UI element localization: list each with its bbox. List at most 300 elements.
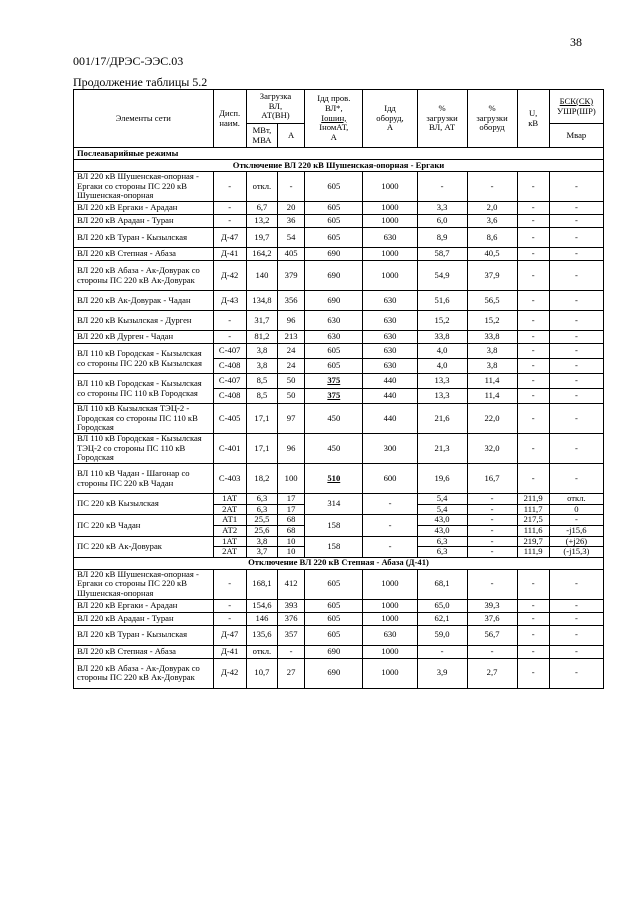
voltage: - [517,389,549,404]
element-name: ВЛ 110 кВ Городская - Кызылская со стороны ПС 110 кВ Городская [74,374,214,404]
percent-equipment: 3,8 [467,359,517,374]
load-mw: 6,3 [246,504,277,515]
disp-name: С-408 [213,359,246,374]
load-a: 54 [278,228,305,248]
table-row [74,404,604,434]
disp-name: 2АТ [213,547,246,558]
reactive: - [549,311,603,331]
percent-equipment: 56,7 [467,625,517,645]
reactive: 0 [549,504,603,515]
percent-line: 13,3 [417,389,467,404]
voltage: - [517,464,549,494]
idd-equipment: 1000 [363,248,417,261]
idd-value: 375 [305,389,363,404]
percent-line: - [417,172,467,202]
percent-equipment: - [467,569,517,599]
percent-equipment: 2,0 [467,202,517,215]
percent-equipment: 56,5 [467,291,517,311]
load-a: 10 [278,547,305,558]
voltage: - [517,228,549,248]
voltage: 111,9 [517,547,549,558]
table-caption: Продолжение таблицы 5.2 [73,75,208,89]
header-disp: Дисп. наим. [213,90,246,148]
table-row [74,625,604,645]
element-name: ВЛ 220 кВ Ак-Довурак - Чадан [74,291,214,311]
idd-equipment: 440 [363,404,417,434]
load-mw: 17,1 [246,404,277,434]
load-a: 100 [278,464,305,494]
percent-equipment: 8,6 [467,228,517,248]
disp-name: С-401 [213,434,246,464]
idd-value: 690 [305,645,363,658]
disp-name: - [213,215,246,228]
load-mw: 3,8 [246,359,277,374]
load-a: 20 [278,202,305,215]
table-row [74,261,604,291]
percent-line: 21,3 [417,434,467,464]
voltage: 111,6 [517,525,549,536]
reactive: - [549,515,603,526]
percent-line: 54,9 [417,261,467,291]
header-mvar: Мвар [549,124,603,148]
percent-equipment: 33,8 [467,331,517,344]
load-a: 17 [278,494,305,505]
section-postavar: Послеаварийные режимы [74,148,604,160]
percent-line: 68,1 [417,569,467,599]
idd-value: 158 [305,536,363,557]
element-name: ВЛ 220 кВ Шушенская-опорная - Ергаки со стороны ПС 220 кВ Шушенская-опорная [74,569,214,599]
table-row [74,344,604,359]
load-mw: 6,3 [246,494,277,505]
idd-value: 690 [305,658,363,688]
header-mw: МВт, МВА [246,124,277,148]
idd-equipment: 630 [363,228,417,248]
voltage: - [517,291,549,311]
percent-equipment: 32,0 [467,434,517,464]
percent-line: 5,4 [417,494,467,505]
disp-name: 1АТ [213,494,246,505]
percent-line: 13,3 [417,374,467,389]
percent-line: 6,3 [417,536,467,547]
load-a: 376 [278,612,305,625]
table-row [74,569,604,599]
voltage: - [517,311,549,331]
disp-name: - [213,569,246,599]
table-row [74,645,604,658]
disp-name: АТ2 [213,525,246,536]
disp-name: С-407 [213,344,246,359]
substation-name: ПС 220 кВ Ак-Довурак [74,536,214,557]
idd-equipment: 630 [363,344,417,359]
idd-equipment: 600 [363,464,417,494]
idd-value: 510 [305,464,363,494]
load-a: 17 [278,504,305,515]
load-a: - [278,645,305,658]
percent-equipment: 3,8 [467,344,517,359]
idd-equipment: 1000 [363,261,417,291]
element-name: ВЛ 110 кВ Городская - Кызылская ТЭЦ-2 со стороны ПС 110 кВ Городская [74,434,214,464]
reactive: - [549,215,603,228]
page-number: 38 [570,35,582,49]
percent-equipment: - [467,494,517,505]
voltage: - [517,625,549,645]
disp-name: С-405 [213,404,246,434]
voltage: - [517,261,549,291]
idd-equipment: 1000 [363,202,417,215]
idd-value: 605 [305,359,363,374]
table-row [74,248,604,261]
table-row [74,291,604,311]
idd-equipment: - [363,536,417,557]
reactive: (-j15,3) [549,547,603,558]
load-mw: 3,8 [246,344,277,359]
table-row [74,331,604,344]
voltage: - [517,215,549,228]
element-name: ВЛ 220 кВ Ергаки - Арадан [74,599,214,612]
element-name: ВЛ 220 кВ Степная - Абаза [74,248,214,261]
percent-equipment: 16,7 [467,464,517,494]
idd-equipment: 630 [363,331,417,344]
reactive: - [549,645,603,658]
element-name: ВЛ 220 кВ Туран - Кызылская [74,228,214,248]
idd-value: 375 [305,374,363,389]
percent-line: 19,6 [417,464,467,494]
section-title-2: Отключение ВЛ 220 кВ Степная - Абаза (Д-41) [74,557,604,569]
load-mw: откл. [246,645,277,658]
idd-value: 630 [305,331,363,344]
idd-equipment: - [363,515,417,536]
idd-value: 605 [305,612,363,625]
element-name: ВЛ 220 кВ Кызылская - Дурген [74,311,214,331]
percent-equipment: - [467,504,517,515]
load-a: 357 [278,625,305,645]
reactive: - [549,389,603,404]
load-a: 97 [278,404,305,434]
element-name: ВЛ 220 кВ Ергаки - Арадан [74,202,214,215]
percent-equipment: - [467,645,517,658]
idd-value: 605 [305,215,363,228]
idd-equipment: 630 [363,291,417,311]
load-a: - [278,172,305,202]
table-row [74,202,604,215]
element-name: ВЛ 110 кВ Кызылская ТЭЦ-2 - Городская со стороны ПС 110 кВ Городская [74,404,214,434]
idd-value: 450 [305,404,363,434]
percent-line: 15,2 [417,311,467,331]
element-name: ВЛ 220 кВ Абаза - Ак-Довурак со стороны ПС 220 кВ Ак-Довурак [74,261,214,291]
percent-line: 43,0 [417,515,467,526]
voltage: - [517,202,549,215]
load-a: 405 [278,248,305,261]
percent-line: 59,0 [417,625,467,645]
percent-line: 8,9 [417,228,467,248]
load-mw: 10,7 [246,658,277,688]
disp-name: 2АТ [213,504,246,515]
table-row [74,215,604,228]
load-mw: 25,6 [246,525,277,536]
voltage: 211,9 [517,494,549,505]
load-a: 213 [278,331,305,344]
element-name: ВЛ 220 кВ Туран - Кызылская [74,625,214,645]
table-row [74,612,604,625]
reactive: - [549,331,603,344]
header-percent-equipment: % загрузки оборуд [467,90,517,148]
load-a: 50 [278,374,305,389]
table-row [74,494,604,505]
idd-equipment: 1000 [363,612,417,625]
reactive: - [549,344,603,359]
voltage: 217,5 [517,515,549,526]
percent-line: 3,3 [417,202,467,215]
load-a: 27 [278,658,305,688]
load-mw: 17,1 [246,434,277,464]
load-mw: 164,2 [246,248,277,261]
percent-equipment: - [467,172,517,202]
disp-name: - [213,202,246,215]
substation-name: ПС 220 кВ Чадан [74,515,214,536]
idd-equipment: - [363,494,417,515]
disp-name: АТ1 [213,515,246,526]
load-a: 356 [278,291,305,311]
load-a: 393 [278,599,305,612]
disp-name: - [213,331,246,344]
load-mw: 168,1 [246,569,277,599]
reactive: - [549,228,603,248]
load-mw: 3,7 [246,547,277,558]
percent-line: 6,3 [417,547,467,558]
table-row [74,228,604,248]
idd-equipment: 1000 [363,658,417,688]
percent-line: 58,7 [417,248,467,261]
reactive: - [549,612,603,625]
disp-name: Д-47 [213,625,246,645]
reactive: - [549,172,603,202]
element-name: ВЛ 220 кВ Степная - Абаза [74,645,214,658]
load-table [73,89,604,689]
percent-line: 5,4 [417,504,467,515]
voltage: - [517,331,549,344]
load-mw: 134,8 [246,291,277,311]
percent-equipment: - [467,515,517,526]
disp-name: Д-41 [213,645,246,658]
idd-equipment: 1000 [363,599,417,612]
table-row [74,172,604,202]
reactive: - [549,434,603,464]
load-mw: 18,2 [246,464,277,494]
load-a: 96 [278,311,305,331]
idd-value: 314 [305,494,363,515]
header-elements: Элементы сети [74,90,214,148]
load-a: 24 [278,344,305,359]
reactive: - [549,202,603,215]
load-a: 96 [278,434,305,464]
idd-value: 605 [305,344,363,359]
table-row [74,536,604,547]
header-voltage: U, кВ [517,90,549,148]
load-mw: 13,2 [246,215,277,228]
idd-value: 605 [305,228,363,248]
reactive: - [549,569,603,599]
percent-equipment: 11,4 [467,389,517,404]
load-mw: 8,5 [246,374,277,389]
load-mw: откл. [246,172,277,202]
header-idd: Iдд пров. ВЛ*, Iошин, IномАТ, А [305,90,363,148]
load-a: 24 [278,359,305,374]
idd-value: 605 [305,202,363,215]
idd-value: 605 [305,625,363,645]
disp-name: Д-47 [213,228,246,248]
reactive: - [549,291,603,311]
idd-equipment: 630 [363,625,417,645]
voltage: - [517,344,549,359]
disp-name: Д-42 [213,261,246,291]
voltage: - [517,658,549,688]
load-mw: 25,5 [246,515,277,526]
header-a: А [278,124,305,148]
table-row [74,434,604,464]
disp-name: - [213,172,246,202]
disp-name: С-408 [213,389,246,404]
percent-equipment: 22,0 [467,404,517,434]
element-name: ВЛ 220 кВ Арадан - Туран [74,215,214,228]
disp-name: - [213,599,246,612]
reactive: (+j26) [549,536,603,547]
percent-equipment: 11,4 [467,374,517,389]
load-mw: 3,8 [246,536,277,547]
voltage: - [517,374,549,389]
reactive: - [549,404,603,434]
reactive: - [549,464,603,494]
voltage: 219,7 [517,536,549,547]
element-name: ВЛ 220 кВ Абаза - Ак-Довурак со стороны ПС 220 кВ Ак-Довурак [74,658,214,688]
percent-line: 43,0 [417,525,467,536]
reactive: - [549,248,603,261]
load-a: 36 [278,215,305,228]
idd-value: 690 [305,291,363,311]
voltage: - [517,599,549,612]
disp-name: - [213,311,246,331]
idd-value: 690 [305,261,363,291]
section-title-1: Отключение ВЛ 220 кВ Шушенская-опорная - Ергаки [74,160,604,172]
substation-name: ПС 220 кВ Кызылская [74,494,214,515]
percent-line: 3,9 [417,658,467,688]
disp-name: - [213,612,246,625]
load-mw: 146 [246,612,277,625]
voltage: - [517,404,549,434]
idd-equipment: 1000 [363,172,417,202]
percent-equipment: - [467,547,517,558]
table-row [74,515,604,526]
percent-line: 21,6 [417,404,467,434]
reactive: - [549,374,603,389]
disp-name: Д-41 [213,248,246,261]
reactive: откл. [549,494,603,505]
reactive: - [549,658,603,688]
disp-name: С-407 [213,374,246,389]
header-bsk: БСК(СК) УШР(ШР) [549,90,603,124]
idd-equipment: 440 [363,374,417,389]
percent-line: 62,1 [417,612,467,625]
percent-line: - [417,645,467,658]
table-row [74,658,604,688]
document-id: 001/17/ДРЭС-ЭЭС.03 [73,54,184,68]
header-percent-line: % загрузки ВЛ, АТ [417,90,467,148]
idd-value: 158 [305,515,363,536]
reactive: - [549,261,603,291]
idd-equipment: 1000 [363,569,417,599]
percent-line: 4,0 [417,344,467,359]
voltage: - [517,645,549,658]
load-a: 10 [278,536,305,547]
load-a: 379 [278,261,305,291]
header-load: Загрузка ВЛ, АТ(ВН) [246,90,304,124]
load-a: 50 [278,389,305,404]
element-name: ВЛ 220 кВ Дурген - Чадан [74,331,214,344]
load-mw: 19,7 [246,228,277,248]
idd-value: 605 [305,172,363,202]
idd-equipment: 440 [363,389,417,404]
table-row [74,374,604,389]
reactive: - [549,599,603,612]
table-row [74,311,604,331]
disp-name: Д-43 [213,291,246,311]
percent-line: 33,8 [417,331,467,344]
reactive: - [549,359,603,374]
percent-line: 51,6 [417,291,467,311]
percent-equipment: 40,5 [467,248,517,261]
element-name: ВЛ 220 кВ Шушенская-опорная - Ергаки со стороны ПС 220 кВ Шушенская-опорная [74,172,214,202]
header-idd-equipment: Iдд оборуд, А [363,90,417,148]
disp-name: 1АТ [213,536,246,547]
element-name: ВЛ 110 кВ Чадан - Шагонар со стороны ПС 220 кВ Чадан [74,464,214,494]
load-a: 68 [278,515,305,526]
load-mw: 154,6 [246,599,277,612]
idd-equipment: 630 [363,359,417,374]
idd-equipment: 1000 [363,645,417,658]
load-a: 68 [278,525,305,536]
percent-line: 65,0 [417,599,467,612]
load-mw: 8,5 [246,389,277,404]
voltage: - [517,434,549,464]
idd-equipment: 630 [363,311,417,331]
load-mw: 135,6 [246,625,277,645]
table-row [74,464,604,494]
percent-equipment: 15,2 [467,311,517,331]
element-name: ВЛ 220 кВ Арадан - Туран [74,612,214,625]
percent-equipment: 37,9 [467,261,517,291]
idd-equipment: 1000 [363,215,417,228]
disp-name: Д-42 [213,658,246,688]
idd-equipment: 300 [363,434,417,464]
load-mw: 6,7 [246,202,277,215]
idd-value: 605 [305,569,363,599]
voltage: 111,7 [517,504,549,515]
idd-value: 690 [305,248,363,261]
percent-equipment: 39,3 [467,599,517,612]
reactive: - [549,625,603,645]
voltage: - [517,248,549,261]
load-mw: 140 [246,261,277,291]
percent-equipment: 3,6 [467,215,517,228]
idd-value: 450 [305,434,363,464]
table-row [74,599,604,612]
element-name: ВЛ 110 кВ Городская - Кызылская со стороны ПС 220 кВ Кызылская [74,344,214,374]
load-mw: 31,7 [246,311,277,331]
voltage: - [517,359,549,374]
idd-value: 630 [305,311,363,331]
percent-equipment: - [467,525,517,536]
voltage: - [517,172,549,202]
percent-equipment: 37,6 [467,612,517,625]
